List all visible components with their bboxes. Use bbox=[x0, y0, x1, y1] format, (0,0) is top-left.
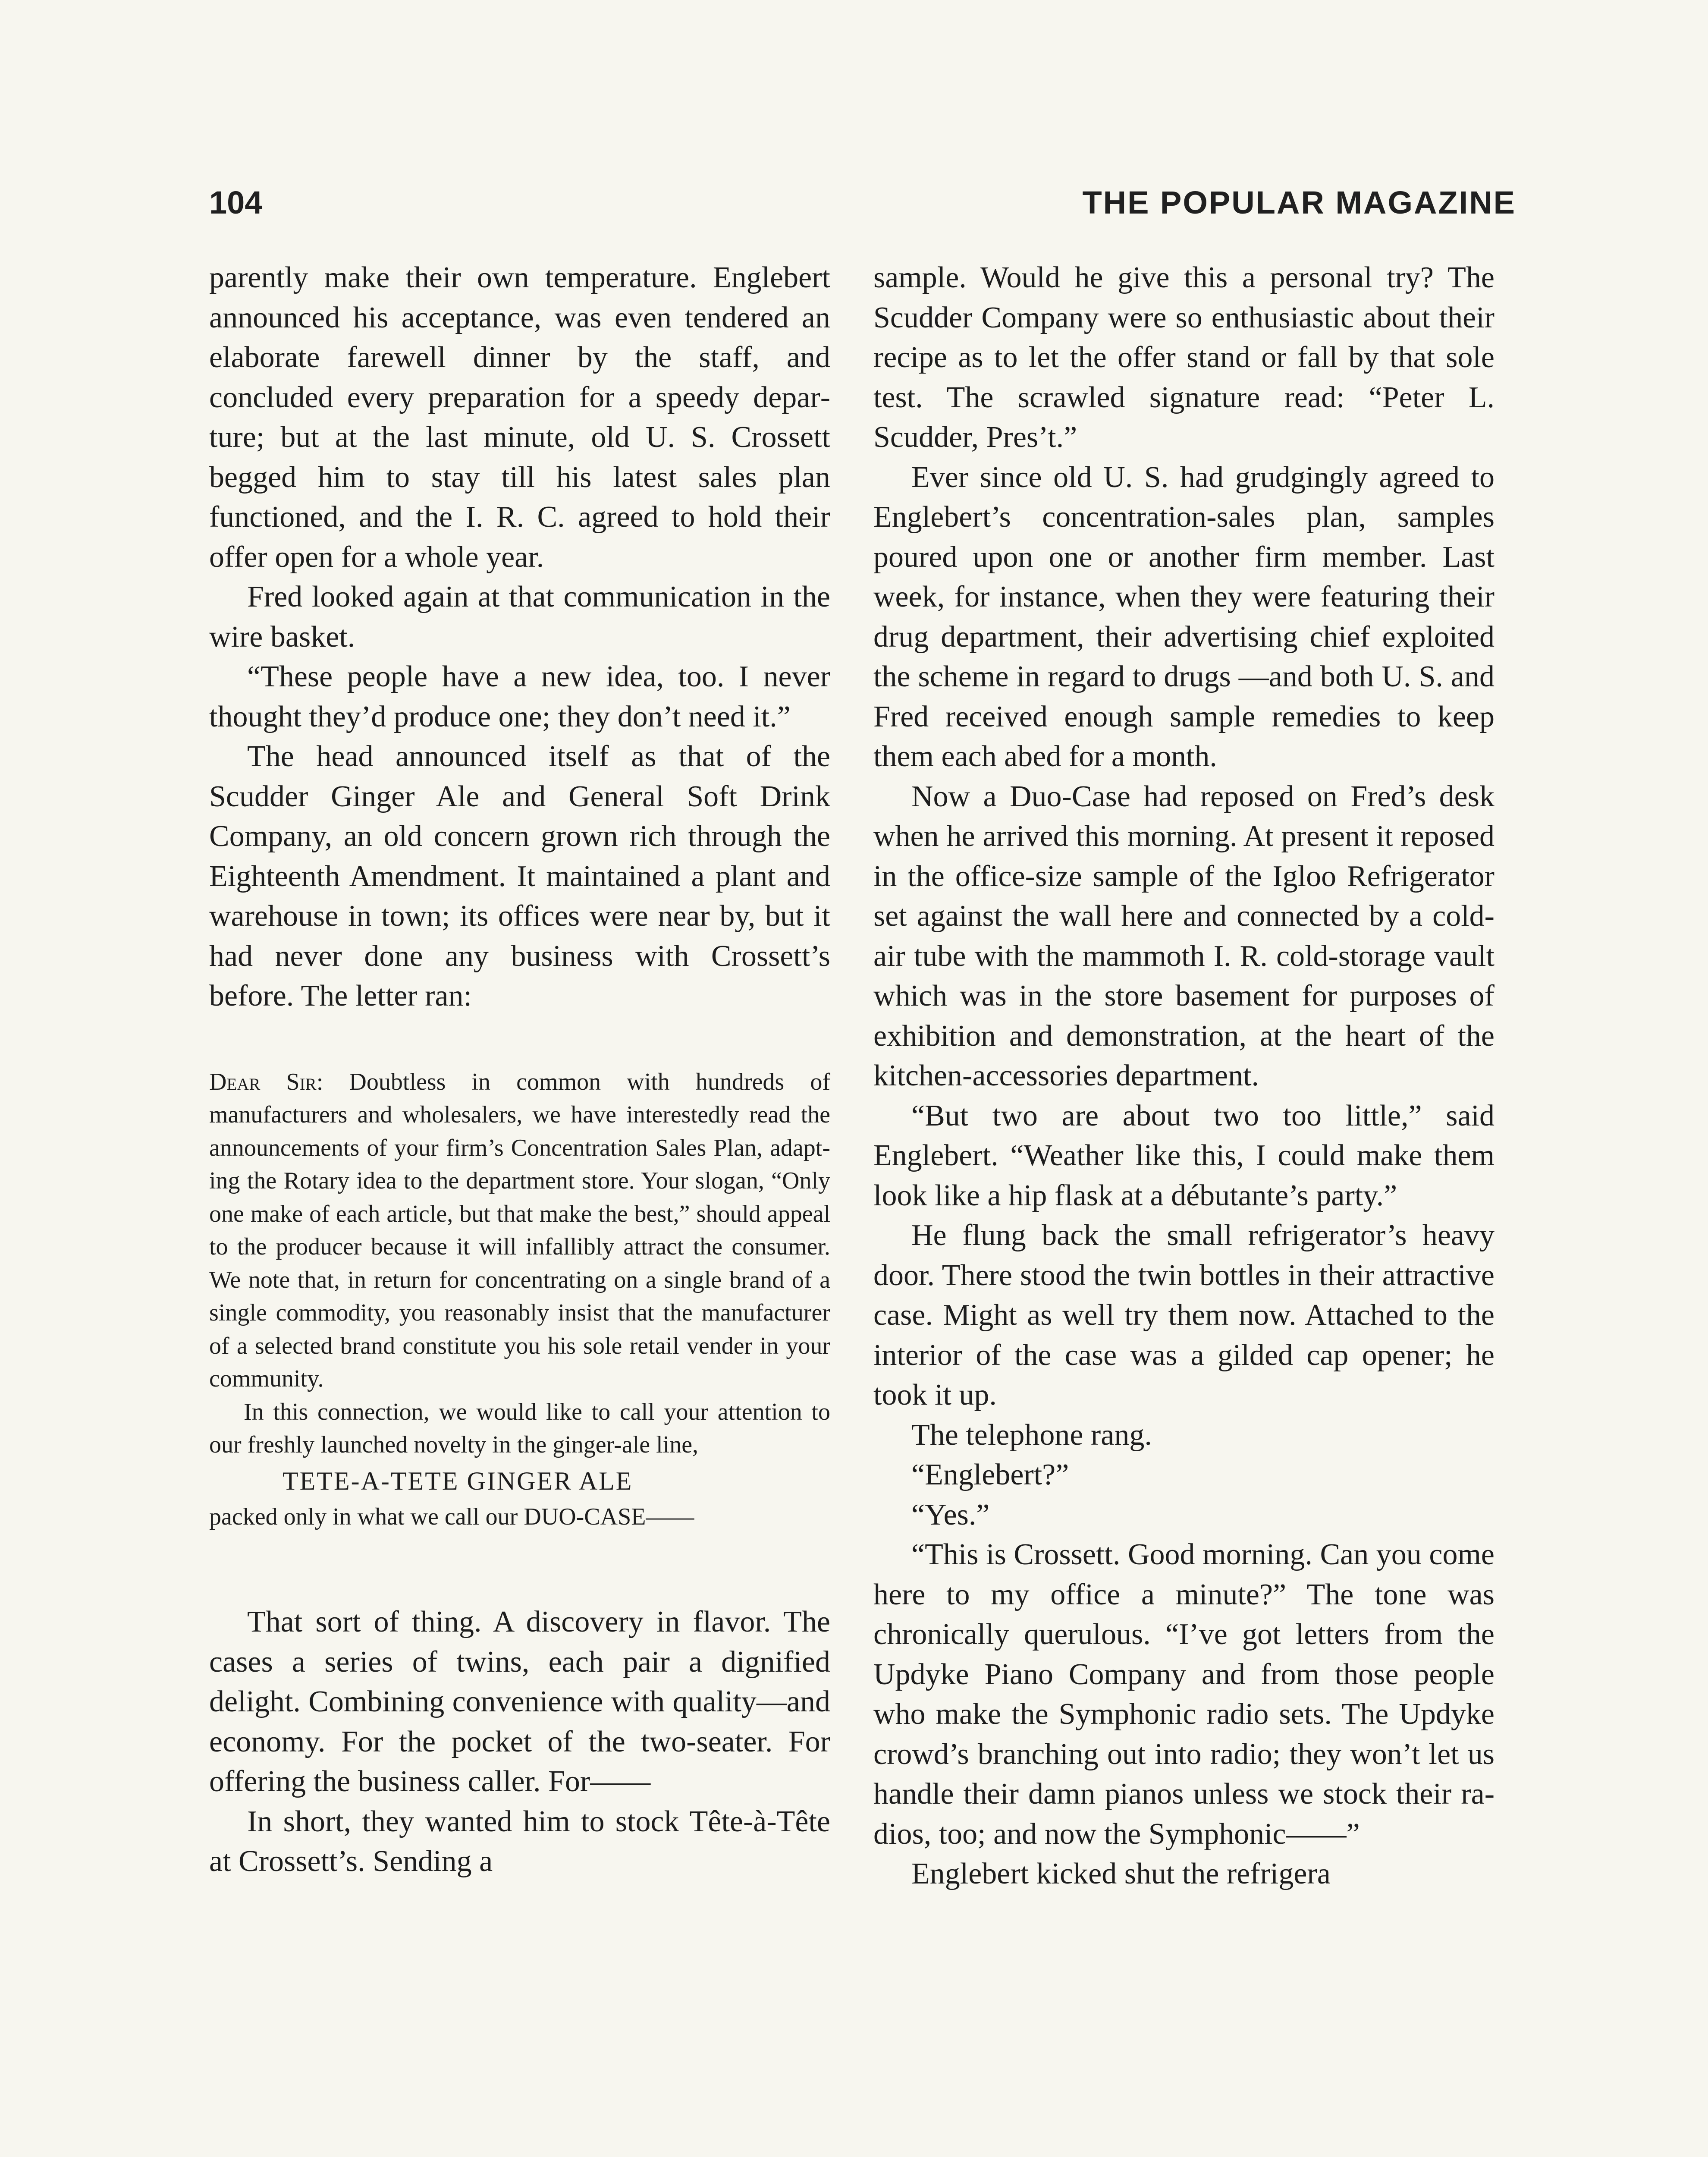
right-column bbox=[873, 258, 1494, 1894]
quoted-letter bbox=[209, 1066, 830, 1534]
paragraph: “Yes.” bbox=[911, 1498, 990, 1531]
paragraph: “These people have a new idea, too. I never thought they’d produce one; they don’t need it.” bbox=[209, 660, 830, 733]
paragraph: In short, they wanted him to stock Tête-à-Tête at Crossett’s. Sending a bbox=[209, 1805, 830, 1878]
paragraph: Ever since old U. S. had grudgingly agreed to Englebert’s concentration-sales plan, samples poured upon one or another firm member. Last week, for instance, when they were featuring their drug department, their advertising chief exploited the scheme in regard to drugs —and both U. S. and Fred received enough sample remedies to keep them each abed for a month. bbox=[873, 460, 1494, 773]
magazine-title: THE POPULAR MAGAZINE bbox=[1082, 185, 1516, 220]
paragraph: “Englebert?” bbox=[911, 1458, 1069, 1491]
paragraph: Now a Duo-Case had reposed on Fred’s desk when he arrived this morning. At present it reposed in the office-size sample of the Igloo Refrigerator set against the wall here and connected by a cold-air tube with the mammoth I. R. cold-storage vault which was in the store basement for purposes of exhibition and demonstration, at the heart of the kitchen-accessories department. bbox=[873, 780, 1494, 1092]
page-header bbox=[209, 181, 1516, 229]
paragraph: Fred looked again at that communication in the wire basket. bbox=[209, 580, 830, 654]
letter-paragraph: In this connection, we would like to call your attention to our freshly launched novelty in the ginger-ale line, bbox=[209, 1398, 830, 1458]
paragraph: He flung back the small refrigerator’s heavy door. There stood the twin bottles in their attractive case. Might as well try them now. Attached to the interior of the case was a gilded cap opener; he took it up. bbox=[873, 1219, 1494, 1412]
paragraph: “But two are about two too little,” said Englebert. “Weather like this, I could make them look like a hip flask at a débutante’s party.” bbox=[873, 1099, 1494, 1212]
paragraph: Englebert kicked shut the refrigera bbox=[911, 1857, 1331, 1890]
letter-paragraph: packed only in what we call our DUO-CASE—— bbox=[209, 1503, 694, 1530]
page-number: 104 bbox=[209, 185, 263, 220]
paragraph: The head announced itself as that of the Scudder Ginger Ale and General Soft Drink Company, an old concern grown rich through the Eighteenth Amendment. It maintained a plant and warehouse in town; its offices were near by, but it had never done any business with Crossett’s before. The letter ran: bbox=[209, 740, 830, 1012]
paragraph: The telephone rang. bbox=[911, 1418, 1152, 1452]
left-column bbox=[209, 258, 830, 1882]
paragraph: “This is Crossett. Good morning. Can you come here to my office a minute?” The tone was chronically querulous. “I’ve got letters from the Updyke Piano Company and from those people who make the Symphonic radio sets. The Updyke crowd’s branching out into radio; they won’t let us handle their damn pianos unless we stock their radios, too; and now the Symphonic——” bbox=[873, 1538, 1494, 1851]
paragraph: parently make their own temperature. Englebert announced his acceptance, was even tendered an elaborate farewell dinner by the staff, and concluded every preparation for a speedy departure; but at the last minute, old U. S. Crossett begged him to stay till his latest sales plan functioned, and the I. R. C. agreed to hold their offer open for a whole year. bbox=[209, 261, 830, 574]
letter-body: Doubtless in common with hundreds of manufacturers and wholesalers, we have interestedly read the announcements of your firm’s Concentration Sales Plan, adapting the Rotary idea to the department store. Your slogan, “Only one make of each article, but that make the best,” should appeal to the producer because it will infallibly attract the consumer. We note that, in return for concentrating on a single brand of a single commodity, you reasonably insist that the manufacturer of a selected brand constitute you his sole retail vender in your community. bbox=[209, 1068, 830, 1392]
paragraph: That sort of thing. A discovery in flavor. The cases a series of twins, each pair a dignified delight. Combining convenience with quality—and economy. For the pocket of the two-seater. For offering the business caller. For—— bbox=[209, 1605, 830, 1798]
product-name: TETE-A-TETE GINGER ALE bbox=[283, 1466, 633, 1495]
letter-salutation: Dear Sir: bbox=[209, 1068, 323, 1095]
letter-paragraph bbox=[209, 1066, 830, 1396]
paragraph: sample. Would he give this a personal try? The Scudder Company were so enthusiastic about their recipe as to let the offer stand or fall by that sole test. The scrawled signature read: “Peter L. Scudder, Pres’t.” bbox=[873, 261, 1494, 454]
